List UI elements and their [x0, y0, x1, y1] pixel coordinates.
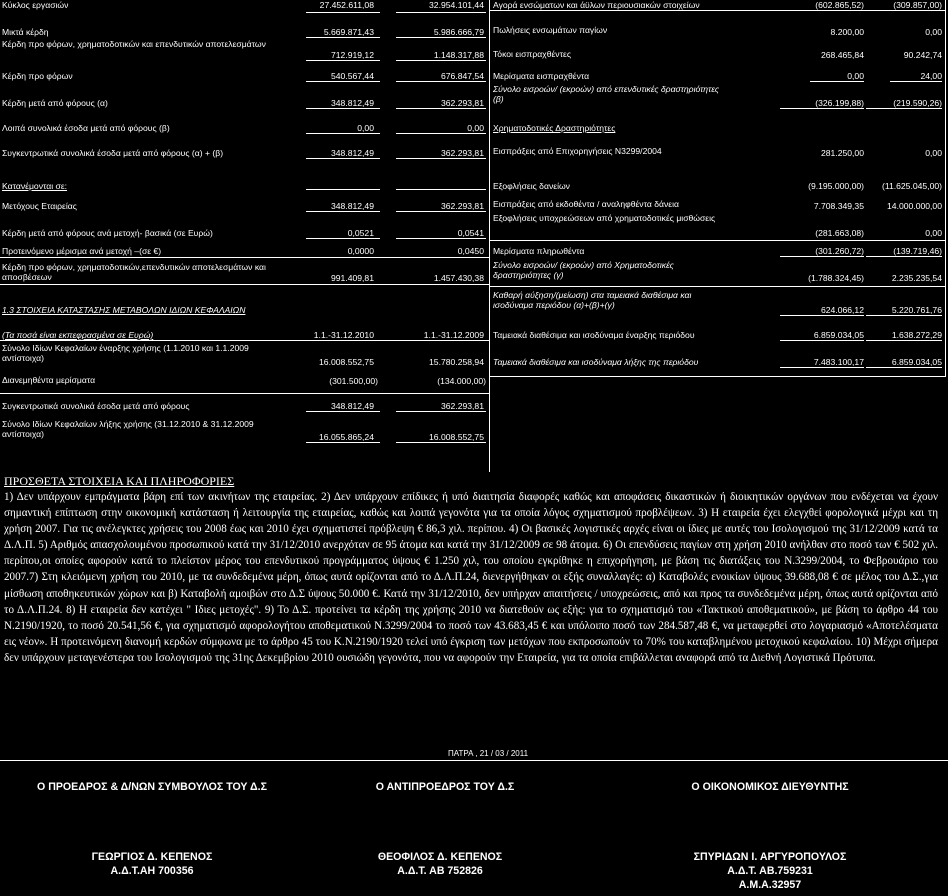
divider [306, 158, 380, 159]
divider [0, 393, 489, 394]
row-label: Ταμειακά διαθέσιμα και ισοδύναμα λήξης της περιόδου [493, 357, 699, 367]
value-2010: 268.465,84 [820, 50, 864, 60]
divider [306, 108, 380, 109]
value-2009: 1.457.430,38 [433, 273, 484, 283]
value-2010: (326.199,88) [815, 98, 864, 108]
divider [866, 367, 942, 368]
value-2010: 991.409,81 [330, 273, 374, 283]
divider [306, 133, 380, 134]
value-2009: 362.293,81 [440, 148, 484, 158]
divider [396, 133, 486, 134]
section-title: 1.3 ΣΤΟΙΧΕΙΑ ΚΑΤΑΣΤΑΣΗΣ ΜΕΤΑΒΟΛΩΝ ΙΔΙΩΝ ΚΕΦΑΛΑΙΩΝ [2, 305, 246, 315]
row-label: Πωλήσεις ενσωμάτων παγίων [493, 25, 608, 35]
row-label: Σύνολο Ιδίων Κεφαλαίων λήξης χρήσης (31.12.2010 & 31.12.2009 αντίστοιχα) [2, 419, 254, 439]
value-2010: 6.859.034,05 [813, 330, 864, 340]
value-2010: 281.250,00 [820, 148, 864, 158]
section-heading: Χρηματοδοτικές Δραστηριότητες [493, 123, 616, 133]
row-label: Εξοφλήσεις υποχρεώσεων από χρηματοδοτικές μισθώσεις [493, 213, 716, 223]
row-label: Διανεμηθέντα μερίσματα [2, 375, 96, 385]
row-label: Εισπράξεις από εκδοθέντα / αναληφθέντα δάνεια [493, 199, 679, 209]
value-2009: 1.148.317,88 [433, 50, 484, 60]
value-2010: (9.195.000,00) [808, 181, 864, 191]
divider [396, 37, 486, 38]
divider [780, 340, 864, 341]
value-2009: 1.638.272,29 [891, 330, 942, 340]
notes-body: 1) Δεν υπάρχουν εμπράγματα βάρη επί των ακινήτων της εταιρείας. 2) Δεν υπάρχουν επίδικες ή υπό διαιτησία διαφορές καθώς και αποφάσεις δικαστικών ή διοικητικών οργάνων που ενδέχεται να έχουν σημαντική επίπτωση στην οικονομική κατάσταση ή λειτουργία της εταιρείας, καθώς και λοιπά γεγονότα για τα οποία λόγος σχηματισμού προβλέψεων. 3) Η εταιρεία έχει ελεγχθεί φορολογικά μέχρι και τη χρήση 2007. Για τις ανέλεγκτες χρήσεις του 2008 έως και 2010 έχει σχηματιστεί πρόβλεψη € 86,3 χιλ. περίπου. 4) Οι βασικές λογιστικές αρχές είναι οι ίδιες με αυτές του Ισολογισμού της 31/12/2009 κατά τα Δ.Λ.Π. 5) Αριθμός απασχολουμένου προσωπικού κατά την 31/12/2010 ανερχόταν σε 95 άτομα και κατά την 31/12/2009 σε 98 άτομα. 6) Οι επενδύσεις παγίων στη χρήση 2010 ανήλθαν στο ποσό των € 502 χιλ. περίπου,οι οποίες αφορούν κατά το πλείστον μέρος του επενδυτικού προγράμματος ύψους € 1.250 χιλ, του οποίου εγκρίθηκε η επιχορήγηση, με βάση τις διατάξεις του Ν.3299/2004, το Φεβρουάριο του 2007.7) Στη κλειόμενη χρήση του 2010, με τα συνδεδεμένα μέρη, όπως αυτά ορίζονται από το Δ.Λ.Π.24, διενεργήθηκαν οι εξής συναλλαγές: α) Καταβολές ενοικίων ύψους 39.688,08 € σε μέλος του Δ.Σ.,για μίσθωση αποθηκευτικών χώρων και β) Καταβολή αμοιβών στο Δ.Σ ύψους 50.000 €. Κατά την 31/12/2010, δεν υπήρχαν απαιτήσεις / υποχρεώσεις, από και προς τα συνδεδεμένα μέρη, όπως αυτά ορίζονται από το Δ.Λ.Π.24. 8) Η εταιρεία δεν κατέχει " Ιδιες μετοχές". 9) Το Δ.Σ. προτείνει τα κέρδη της χρήσης 2010 να διατεθούν ως εξής: για το σχηματισμό του «Τακτικού αποθεματικού», με βάση το άρθρο 44 του Ν.2190/1920, το ποσό 20.541,56 €, για σχηματισμό αφορολογήτου αποθεματικού Ν.3299/2004 το ποσό των 43.683,45 € και υπόλοιπο ποσό των 284.587,48 €, να μεταφερθεί στο λογαριασμό «Αποτελέσματα εις νέον». Η προτεινόμενη διανομή κερδών σύμφωνα με το άρθρο 45 του Κ.Ν.2190/1920 τελεί υπό έγκριση των μετόχων που εκπροσωπούν το 70% του καταβλημένου μετοχικού κεφαλαίου. 10) Μέχρι σήμερα δεν υπάρχουν μεταγενέστερα του Ισολογισμού της 31ης Δεκεμβρίου 2010 ουσιώδη γεγονότα, που να αφορούν την Εταιρεία, για τα οποία επιβάλλεται αναφορά από τα Διεθνή Λογιστικά Πρότυπα. [4, 491, 938, 664]
value-2010: 348.812,49 [330, 148, 374, 158]
divider [866, 340, 942, 341]
divider [396, 108, 486, 109]
divider [489, 0, 490, 472]
divider [490, 240, 946, 241]
divider [0, 257, 489, 258]
row-label: Μικτά κέρδη [2, 27, 49, 37]
row-label: Κύκλος εργασιών [2, 0, 69, 10]
value-2010: 540.567,44 [330, 71, 374, 81]
divider [306, 211, 380, 212]
divider [810, 81, 864, 82]
value-2009: 362.293,81 [440, 98, 484, 108]
divider [0, 760, 948, 761]
divider [396, 158, 486, 159]
row-label: Κέρδη προ φόρων [2, 71, 73, 81]
row-label: Μερίσματα πληρωθέντα [493, 246, 585, 256]
row-label: Εξοφλήσεις δανείων [493, 181, 570, 191]
row-label: Μερίσματα εισπραχθέντα [493, 71, 590, 81]
value-2009: (11.625.045,00) [881, 181, 942, 191]
row-label: Κέρδη μετά από φόρους ανά μετοχή- βασικά (σε Ευρώ) [2, 228, 213, 238]
value-2010: 27.452.611,08 [319, 0, 374, 10]
row-label: Κατανέμονται σε: [2, 181, 68, 191]
signatory-name: ΓΕΩΡΓΙΟΣ Δ. ΚΕΠΕΝΟΣ [91, 851, 213, 863]
divider [396, 81, 486, 82]
row-label: Τόκοι εισπραχθέντες [493, 49, 571, 59]
row-label: Μετόχους Εταιρείας [2, 201, 77, 211]
row-label: Σύνολο Ιδίων Κεφαλαίων έναρξης χρήσης (1.1.2010 και 1.1.2009 αντίστοιχα) [2, 343, 249, 363]
divider [490, 10, 946, 11]
value-2009: 16.008.552,75 [429, 432, 484, 442]
signatory-name: ΣΠΥΡΙΔΩΝ Ι. ΑΡΓΥΡΟΠΟΥΛΟΣ [693, 851, 847, 863]
row-label: Σύνολο εισροών/ (εκροών) από επενδυτικές δραστηριότητες (β) [493, 84, 720, 104]
divider [866, 108, 942, 109]
signatory-id: Α.Δ.Τ. ΑΒ.759231 [727, 865, 813, 877]
divider [306, 60, 380, 61]
value-2009: (309.857,00) [893, 0, 942, 10]
signatory-id: Α.Δ.Τ. ΑΒ 752826 [397, 865, 483, 877]
value-2009: 32.954.101,44 [429, 0, 484, 10]
additional-info [4, 474, 938, 666]
divider [306, 12, 380, 13]
divider [866, 315, 942, 316]
value-2010: (602.865,52) [815, 0, 864, 10]
signatory-role: Ο ΠΡΟΕΔΡΟΣ & Δ/ΝΩΝ ΣΥΜΒΟΥΛΟΣ ΤΟΥ Δ.Σ [37, 781, 267, 793]
signatory-id: Α.Δ.Τ.ΑΗ 700356 [110, 865, 194, 877]
period-2010: 1.1.-31.12.2010 [313, 330, 374, 340]
value-2009: 6.859.034,05 [891, 357, 942, 367]
value-2010: 16.008.552,75 [319, 357, 374, 367]
value-2009: 24,00 [920, 71, 942, 81]
row-label: Αγορά ενσώματων και άϋλων περιουσιακών στοιχείων [493, 0, 700, 10]
value-2009: 362.293,81 [440, 201, 484, 211]
divider [396, 12, 486, 13]
row-label: Κέρδη προ φόρων, χρηματοδοτικών,επενδυτικών αποτελεσμάτων και αποσβέσεων [2, 262, 266, 282]
period-2009: 1.1.-31.12.2009 [423, 330, 484, 340]
divider [0, 284, 489, 285]
divider [396, 442, 486, 443]
signatory-role: Ο ΑΝΤΙΠΡΟΕΔΡΟΣ ΤΟΥ Δ.Σ [375, 781, 515, 793]
divider [396, 411, 486, 412]
divider [780, 108, 864, 109]
value-2009: 5.986.666,79 [433, 27, 484, 37]
signatory-name: ΘΕΟΦΙΛΟΣ Δ. ΚΕΠΕΝΟΣ [377, 851, 503, 863]
divider [490, 376, 946, 377]
value-2010: 0,0521 [347, 228, 374, 238]
value-2010: 7.708.349,35 [813, 201, 864, 211]
value-2010: 348.812,49 [330, 98, 374, 108]
divider [490, 286, 946, 287]
row-label: Καθαρή αύξηση/(μείωση) στα ταμειακά διαθέσιμα και ισοδύναμα περιόδου (α)+(β)+(γ) [493, 290, 692, 310]
divider [396, 189, 486, 190]
value-2010: 16.055.865,24 [319, 432, 374, 442]
row-label: Κέρδη μετά από φόρους (α) [2, 98, 108, 108]
value-2009: 14.000.000,00 [887, 201, 942, 211]
value-2009: 0,00 [925, 27, 942, 37]
divider [866, 256, 942, 257]
place-date: ΠΑΤΡΑ , 21 / 03 / 2011 [448, 749, 529, 758]
value-2010: 348.812,49 [330, 401, 374, 411]
divider [306, 37, 380, 38]
divider [306, 189, 380, 190]
divider [890, 81, 942, 82]
row-label: Εισπράξεις από Επιχορηγήσεις Ν3299/2004 [493, 146, 662, 156]
currency-note: (Τα ποσά είναι εκπεφρασμένα σε Ευρώ) [2, 330, 154, 340]
value-2009: 2.235.235,54 [891, 273, 942, 283]
divider [306, 238, 380, 239]
divider [306, 442, 380, 443]
row-label: Σύνολο εισροών/ (εκροών) από Χρηματοδοτικές δραστηριότητες (γ) [493, 260, 674, 280]
divider [780, 315, 864, 316]
value-2010: (301.260,72) [815, 246, 864, 256]
value-2010: 0,00 [357, 123, 374, 133]
row-label: Λοιπά συνολικά έσοδα μετά από φόρους (β) [2, 123, 170, 133]
value-2010: (301.500,00) [329, 376, 378, 386]
notes-title: ΠΡΟΣΘΕΤΑ ΣΤΟΙΧΕΙΑ ΚΑΙ ΠΛΗΡΟΦΟΡΙΕΣ [4, 474, 235, 488]
value-2010: (1.788.324,45) [808, 273, 864, 283]
signatory-registry: Α.Μ.Α.32957 [738, 879, 802, 891]
divider [396, 238, 486, 239]
divider [396, 211, 486, 212]
row-label: Συγκεντρωτικά συνολικά έσοδα μετά από φόρους [2, 401, 190, 411]
divider [780, 256, 864, 257]
value-2010: 7.483.100,17 [813, 357, 864, 367]
value-2009: 0,00 [925, 148, 942, 158]
signatory-role: Ο ΟΙΚΟΝΟΜΙΚΟΣ ΔΙΕΥΘΥΝΤΗΣ [691, 781, 849, 793]
row-label: Ταμειακά διαθέσιμα και ισοδύναμα έναρξης περιόδου [493, 330, 695, 340]
divider [945, 0, 946, 376]
value-2010: 5.669.871,43 [323, 27, 374, 37]
value-2009: 15.780.258,94 [429, 357, 484, 367]
divider [306, 81, 380, 82]
value-2009: (139.719,46) [893, 246, 942, 256]
value-2009: 5.220.761,76 [891, 305, 942, 315]
value-2010: 8.200,00 [830, 27, 864, 37]
value-2009: 676.847,54 [440, 71, 484, 81]
divider [780, 367, 864, 368]
value-2010: 0,00 [847, 71, 864, 81]
value-2009: 0,00 [925, 228, 942, 238]
value-2009: 90.242,74 [903, 50, 942, 60]
divider [0, 340, 489, 341]
value-2009: 0,0450 [457, 246, 484, 256]
row-label: Συγκεντρωτικά συνολικά έσοδα μετά από φόρους (α) + (β) [2, 148, 224, 158]
value-2010: 0,0000 [347, 246, 374, 256]
value-2010: 348.812,49 [330, 201, 374, 211]
divider [396, 60, 486, 61]
value-2009: (134.000,00) [437, 376, 486, 386]
value-2010: (281.663,08) [815, 228, 864, 238]
row-label: Προτεινόμενο μέρισμα ανά μετοχή –(σε €) [2, 246, 162, 256]
value-2010: 624.066,12 [820, 305, 864, 315]
value-2009: (219.590,26) [893, 98, 942, 108]
value-2009: 362.293,81 [440, 401, 484, 411]
row-label: Κέρδη προ φόρων, χρηματοδοτικών και επενδυτικών αποτελεσμάτων [2, 39, 266, 49]
value-2009: 0,00 [467, 123, 484, 133]
divider [306, 411, 380, 412]
value-2009: 0,0541 [457, 228, 484, 238]
value-2010: 712.919,12 [330, 50, 374, 60]
